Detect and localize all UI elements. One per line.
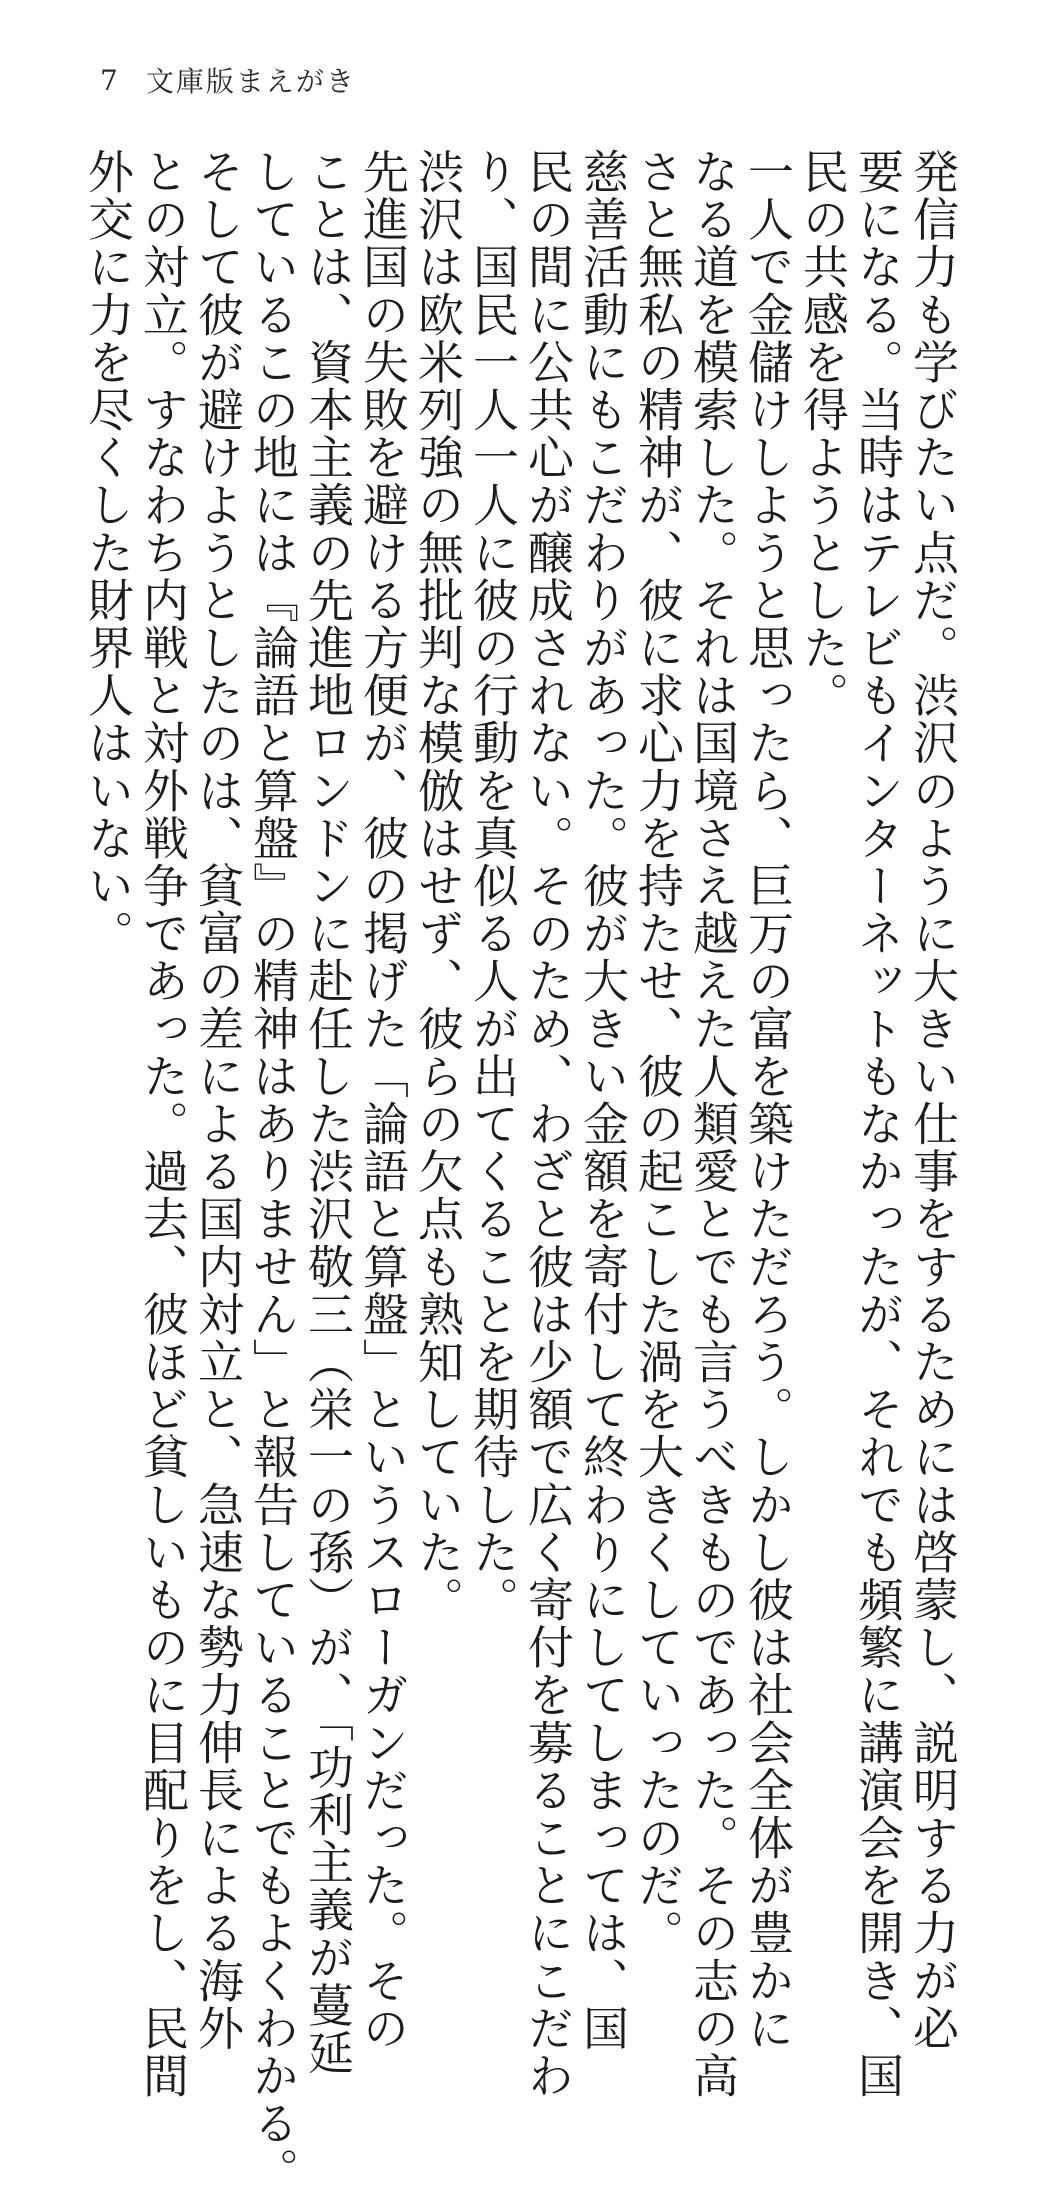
text-column: との対立。すなわち内戦と対外戦争であった。過去、彼ほど貧しいものに目配りをし、民間 xyxy=(136,148,190,2100)
text-column: 慈善活動にもこだわりがあった。彼が大きい金額を寄付して終わりにしてしまっては、国 xyxy=(576,148,630,2052)
running-head xyxy=(100,60,356,100)
text-column: 要になる。当時はテレビもインターネットもなかったが、それでも頻繁に講演会を開き、国 xyxy=(851,148,905,2100)
text-column: 先進国の失敗を避ける方便が、彼の掲げた「論語と算盤」というスローガンだった。その xyxy=(356,148,410,2052)
text-column: 一人で金儲けしようと思ったら、巨万の富を築けただろう。しかし彼は社会全体が豊かに xyxy=(741,148,795,2052)
text-column: 外交に力を尽くした財界人はいない。 xyxy=(81,148,135,958)
section-title: 文庫版まえがき xyxy=(145,65,356,98)
text-column: さと無私の精神が、彼に求心力を持たせ、彼の起こした渦を大きくしていったのだ。 xyxy=(631,148,685,1957)
text-column: 渋沢は欧米列強の無批判な模倣はせず、彼らの欠点も熟知していた。 xyxy=(411,148,465,1624)
text-column: 民の共感を得ようとした。 xyxy=(796,148,850,720)
text-column: 発信力も学びたい点だ。渋沢のように大きい仕事をするためには啓蒙し、説明する力が必 xyxy=(906,148,960,2052)
text-column: 民の間に公共心が醸成されない。そのため、わざと彼は少額で広く寄付を募ることにこだわ xyxy=(521,148,575,2100)
vertical-body-text xyxy=(80,148,960,2195)
page-number: 7 xyxy=(100,63,120,97)
text-column: そして彼が避けようとしたのは、貧富の差による国内対立と、急速な勢力伸長による海外 xyxy=(191,148,245,2052)
text-column: なる道を模索した。それは国境さえ越えた人類愛とでも言うべきものであった。その志の高 xyxy=(686,148,740,2100)
text-column: ことは、資本主義の先進地ロンドンに赴任した渋沢敬三（栄一の孫）が、「功利主義が蔓延 xyxy=(301,148,355,2077)
text-column: しているこの地には『論語と算盤』の精神はありません」と報告していることでもよくわかる。 xyxy=(246,148,300,2195)
text-column: り、国民一人一人に彼の行動を真似る人が出てくることを期待した。 xyxy=(466,148,520,1624)
